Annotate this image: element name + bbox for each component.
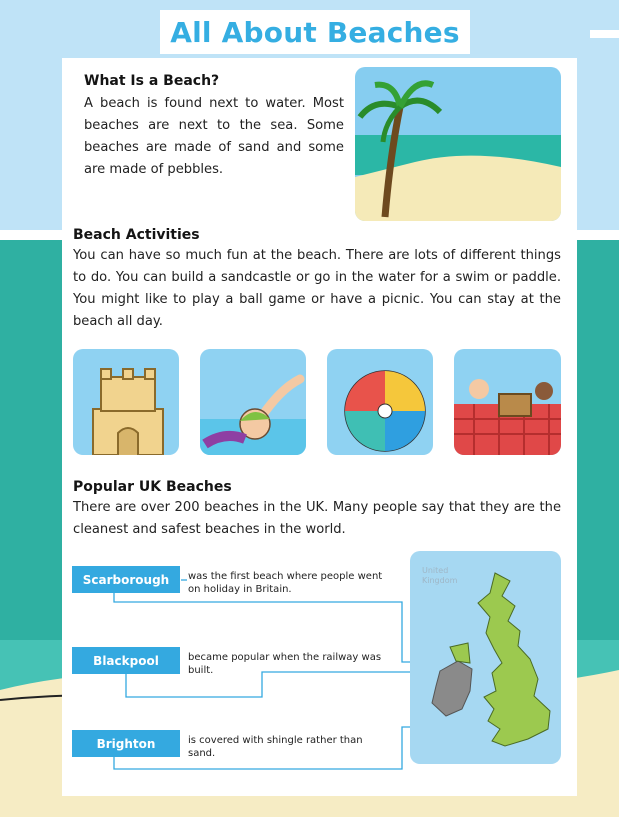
popular-heading: Popular UK Beaches [73,479,232,495]
sandcastle-icon [73,349,179,455]
sandcastle-image [73,349,179,455]
beach-label-scarborough: Scarborough [72,566,180,593]
uk-map-icon [410,551,561,764]
beach-ball-image [327,349,433,455]
beach-illustration [355,67,561,221]
picnic-image [454,349,561,455]
activities-heading: Beach Activities [73,227,200,243]
beach-desc-brighton: is covered with shingle rather than sand. [188,735,363,759]
beach-label-brighton: Brighton [72,730,180,757]
beach-label-blackpool: Blackpool [72,647,180,674]
beach-desc-blackpool: became popular when the railway was built. [188,652,382,676]
beach-ball-icon [327,349,433,455]
swimmer-icon [200,349,306,455]
title-banner [160,10,470,54]
beach-desc-scarborough: was the first beach where people went on holiday in Britain. [188,571,383,595]
what-is-heading: What Is a Beach? [84,73,220,89]
page-title: All About Beaches [170,15,460,49]
uk-map [410,551,561,764]
map-label-line1: United [422,566,449,575]
map-label-line2: Kingdom [422,576,458,585]
activities-text: You can have so much fun at the beach. There are lots of different things to do. You can build a sandcastle or go in the water for a swim or paddle. You might like to play a ball game or have a picnic. You can stay at the beach all day. [73,248,561,329]
popular-text: There are over 200 beaches in the UK. Many people say that they are the cleanest and safest beaches in the world. [73,500,561,537]
what-is-text: A beach is found next to water. Most beaches are next to the sea. Some beaches are made of sand and some are made of pebbles. [84,96,344,177]
swimmer-image [200,349,306,455]
picnic-icon [454,349,561,455]
